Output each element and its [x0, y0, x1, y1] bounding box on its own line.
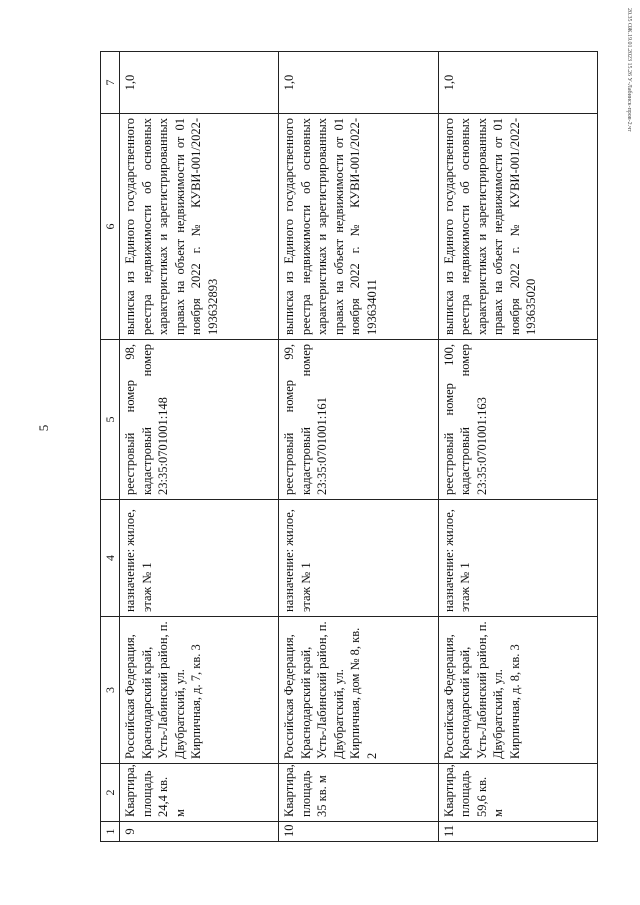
table-header-row: [101, 52, 120, 842]
row-number: 10: [279, 822, 438, 842]
property-table-rotated: [100, 52, 598, 842]
object-cell: Квартира, площадь 59,6 кв. м: [438, 764, 597, 822]
address-cell: Российская Федерация, Краснодарский край, Усть-Лабинский район, п. Двубратский, ул. Кирпичная, д. 8, кв. 3: [438, 617, 597, 764]
table-row: [120, 52, 279, 842]
document-cell: выписка из Единого государственного реестра недвижимости об основных характеристиках и зарегистрированных правах на объект недвижимости от 01 ноября 2022 г. № КУВИ-001/2022-193634011: [279, 114, 438, 340]
registry-cell: реестровый номер 98, кадастровый номер 23:35:0701001:148: [120, 340, 279, 500]
header-cell-4: 4: [101, 500, 120, 617]
side-note: [620, 8, 632, 308]
header-cell-2: 2: [101, 764, 120, 822]
header-cell-6: 6: [101, 114, 120, 340]
purpose-cell: назначение: жилое, этаж № 1: [279, 500, 438, 617]
purpose-cell: назначение: жилое, этаж № 1: [438, 500, 597, 617]
header-cell-1: 1: [101, 822, 120, 842]
row-number: 11: [438, 822, 597, 842]
document-cell: выписка из Единого государственного реестра недвижимости об основных характеристиках и зарегистрированных правах на объект недвижимости от 01 ноября 2022 г. № КУВИ-001/2022-193635020: [438, 114, 597, 340]
object-cell: Квартира, площадь 35 кв. м: [279, 764, 438, 822]
table-row: [438, 52, 597, 842]
header-cell-5: 5: [101, 340, 120, 500]
page-number: 5: [36, 424, 51, 432]
purpose-cell: назначение: жилое, этаж № 1: [120, 500, 279, 617]
value-cell: 1,0: [279, 52, 438, 114]
address-cell: Российская Федерация, Краснодарский край, Усть-Лабинский район, п. Двубратский, ул. Кирпичная, дом № 8, кв. 2: [279, 617, 438, 764]
document-cell: выписка из Единого государственного реестра недвижимости об основных характеристиках и зарегистрированных правах на объект недвижимости от 01 ноября 2022 г. № КУВИ-001/2022-193632893: [120, 114, 279, 340]
object-cell: Квартира, площадь 24,4 кв. м: [120, 764, 279, 822]
side-note-text: 20.35 ОЖ.19.01.2023 15.26 У-Лабинск-пров-2.чт: [626, 8, 632, 132]
registry-cell: реестровый номер 100, кадастровый номер 23:35:0701001:163: [438, 340, 597, 500]
property-table: [100, 51, 598, 842]
registry-cell: реестровый номер 99, кадастровый номер 23:35:0701001:161: [279, 340, 438, 500]
address-cell: Российская Федерация, Краснодарский край, Усть-Лабинский район, п. Двубратский, ул. Кирпичная, д. 7, кв. 3: [120, 617, 279, 764]
row-number: 9: [120, 822, 279, 842]
value-cell: 1,0: [120, 52, 279, 114]
header-cell-7: 7: [101, 52, 120, 114]
header-cell-3: 3: [101, 617, 120, 764]
table-row: [279, 52, 438, 842]
value-cell: 1,0: [438, 52, 597, 114]
